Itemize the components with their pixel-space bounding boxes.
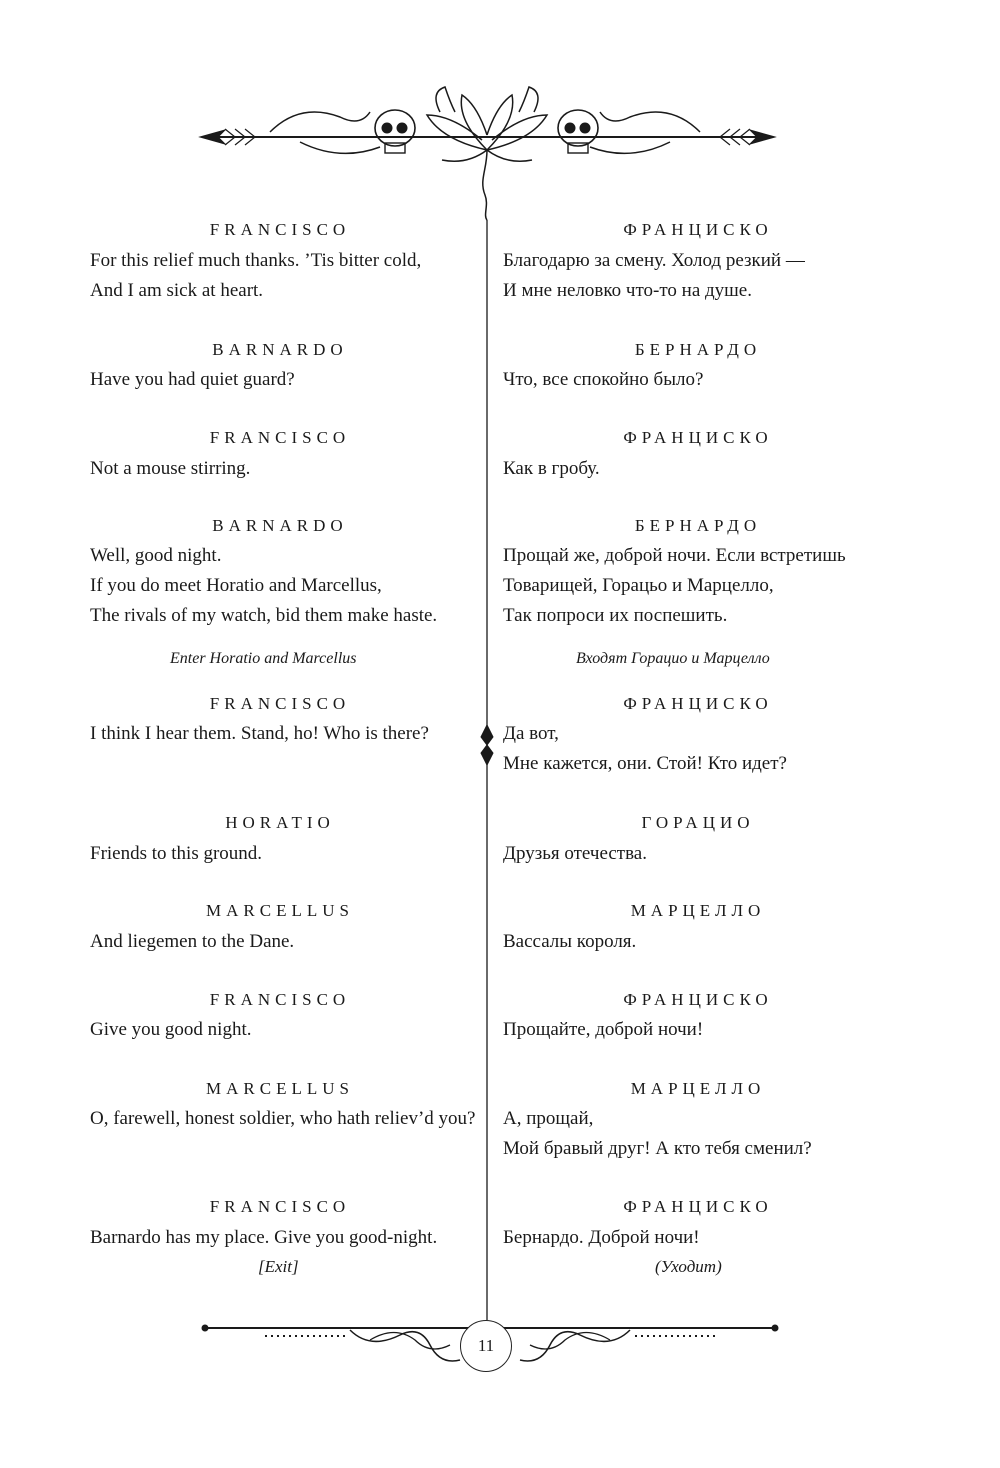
speaker-name: БЕРНАРДО bbox=[634, 340, 762, 359]
dialogue-line: The rivals of my watch, bid them make haste. bbox=[90, 605, 438, 626]
dialogue-line: Бернардо. Доброй ночи! bbox=[503, 1227, 700, 1248]
speaker-name: МАРЦЕЛЛО bbox=[630, 901, 766, 920]
dialogue-line: For this relief much thanks. ’Tis bitter cold, bbox=[90, 250, 422, 271]
speaker-name: ФРАНЦИСКО bbox=[623, 220, 773, 239]
dialogue-line: And I am sick at heart. bbox=[90, 280, 264, 301]
column-divider bbox=[481, 220, 493, 1320]
lily-flower-icon bbox=[427, 87, 547, 220]
dialogue-line: Friends to this ground. bbox=[90, 843, 263, 864]
speaker-name: MARCELLUS bbox=[206, 1079, 354, 1098]
dialogue-line: Мой бравый друг! А кто тебя сменил? bbox=[503, 1138, 812, 1159]
speaker-name: BARNARDO bbox=[212, 340, 348, 359]
speaker-name: MARCELLUS bbox=[206, 901, 354, 920]
speaker-name: FRANCISCO bbox=[209, 1197, 351, 1216]
speaker-name: ФРАНЦИСКО bbox=[623, 1197, 773, 1216]
speaker-name: ФРАНЦИСКО bbox=[623, 428, 773, 447]
dialogue-line: And liegemen to the Dane. bbox=[90, 931, 295, 952]
exit-direction: [Exit] bbox=[258, 1257, 299, 1276]
dialogue-line: Как в гробу. bbox=[503, 458, 600, 479]
speaker-name: FRANCISCO bbox=[209, 990, 351, 1009]
speaker-name: МАРЦЕЛЛО bbox=[630, 1079, 766, 1098]
dialogue-line: Well, good night. bbox=[90, 545, 222, 566]
right-skull-icon bbox=[558, 110, 598, 153]
dialogue-line: Have you had quiet guard? bbox=[90, 369, 295, 390]
stage-direction: Enter Horatio and Marcellus bbox=[170, 650, 357, 667]
dialogue-line: Barnardo has my place. Give you good-night. bbox=[90, 1227, 438, 1248]
dialogue-line: Что, все спокойно было? bbox=[503, 369, 704, 390]
dialogue-line: Благодарю за смену. Холод резкий — bbox=[503, 250, 805, 271]
dialogue-line: O, farewell, honest soldier, who hath reliev’d you? bbox=[90, 1108, 476, 1129]
dialogue-line: Товарищей, Горацьо и Марцелло, bbox=[503, 575, 774, 596]
dialogue-line: Прощай же, доброй ночи. Если встретишь bbox=[503, 545, 846, 566]
speaker-name: HORATIO bbox=[225, 813, 335, 832]
dialogue-line: Not a mouse stirring. bbox=[90, 458, 251, 479]
dialogue-line: Мне кажется, они. Стой! Кто идет? bbox=[503, 753, 787, 774]
speaker-name: ФРАНЦИСКО bbox=[623, 694, 773, 713]
speaker-name: ГОРАЦИО bbox=[641, 813, 755, 832]
speaker-name: FRANCISCO bbox=[209, 694, 351, 713]
dialogue-line: Give you good night. bbox=[90, 1019, 252, 1040]
dialogue-line: Так попроси их поспешить. bbox=[503, 605, 728, 626]
speaker-name: ФРАНЦИСКО bbox=[623, 990, 773, 1009]
left-skull-icon bbox=[375, 110, 415, 153]
stage-direction: Входят Горацио и Марцелло bbox=[576, 650, 770, 667]
dialogue-line: Друзья отечества. bbox=[503, 843, 647, 864]
dialogue-line: И мне неловко что-то на душе. bbox=[503, 280, 752, 301]
speaker-name: FRANCISCO bbox=[209, 220, 351, 239]
exit-direction: (Уходит) bbox=[655, 1257, 722, 1276]
dialogue-line: If you do meet Horatio and Marcellus, bbox=[90, 575, 382, 596]
dialogue-line: Прощайте, доброй ночи! bbox=[503, 1019, 704, 1040]
speaker-name: BARNARDO bbox=[212, 516, 348, 535]
page-number: 11 bbox=[460, 1320, 512, 1372]
dialogue-line: Вассалы короля. bbox=[503, 931, 637, 952]
speaker-name: БЕРНАРДО bbox=[634, 516, 762, 535]
speaker-name: FRANCISCO bbox=[209, 428, 351, 447]
dialogue-line: А, прощай, bbox=[503, 1108, 594, 1129]
dialogue-line: I think I hear them. Stand, ho! Who is there? bbox=[90, 723, 429, 744]
top-arrow-ornament bbox=[200, 87, 775, 220]
dialogue-line: Да вот, bbox=[503, 723, 559, 744]
